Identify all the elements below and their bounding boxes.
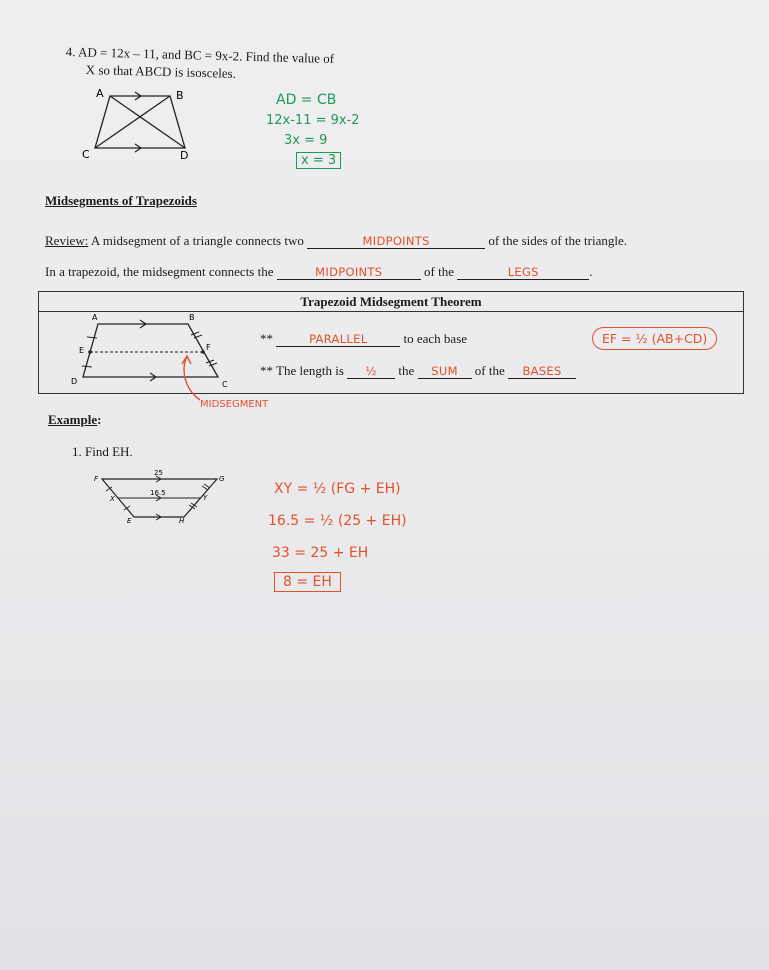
- work-line-3: 3x = 9: [284, 133, 328, 148]
- vertex-e: E: [79, 346, 85, 355]
- midsegment-callout: MIDSEGMENT: [200, 399, 269, 410]
- trap-blank-1: [277, 265, 421, 280]
- trapezoid-sentence: [45, 264, 592, 280]
- line2-prefix: ** The length is: [260, 363, 344, 378]
- theorem-title: Trapezoid Midsegment Theorem: [300, 294, 482, 309]
- theorem-title-bar: [39, 292, 743, 312]
- vertex-a: A: [92, 313, 98, 322]
- bases-answer: BASES: [522, 364, 562, 378]
- trap-middle: of the: [424, 264, 454, 279]
- example-heading: [48, 412, 101, 428]
- theorem-line-1: [260, 331, 467, 347]
- parallel-blank: [276, 332, 400, 347]
- review-text: A midsegment of a triangle connects two: [88, 233, 304, 248]
- trap-answer-2: LEGS: [507, 265, 539, 279]
- example-problem: 1. Find EH.: [72, 444, 133, 459]
- review-blank: [307, 234, 485, 249]
- trap-end: .: [589, 264, 593, 279]
- problem-4-line-1: 4. AD = 12x – 11, and BC = 9x-2. Find the value of: [65, 44, 335, 67]
- theorem-line-2: [260, 363, 576, 379]
- section-heading: Midsegments of Trapezoids: [45, 193, 197, 208]
- midsegment-trapezoid-figure: [68, 312, 269, 414]
- sum-blank: [418, 364, 472, 379]
- line2-of: of the: [474, 363, 505, 378]
- line1-end: to each base: [403, 331, 468, 346]
- review-end: of the sides of the triangle.: [488, 233, 628, 248]
- vertex-y: Y: [203, 494, 208, 502]
- example-work-2: 16.5 = ½ (25 + EH): [268, 513, 407, 529]
- work-line-1: AD = CB: [276, 92, 337, 108]
- trap-blank-2: [457, 265, 589, 280]
- example-answer-box: 8 = EH: [274, 572, 341, 592]
- vertex-d: D: [71, 377, 78, 386]
- vertex-f: F: [206, 343, 211, 352]
- vertex-e: E: [127, 517, 132, 525]
- isosceles-trapezoid-figure: [80, 86, 210, 166]
- bases-blank: [508, 364, 576, 379]
- line2-the: the: [398, 363, 415, 378]
- work-line-2: 12x-11 = 9x-2: [266, 113, 360, 128]
- review-sentence: [45, 233, 627, 249]
- vertex-d: D: [180, 149, 189, 162]
- vertex-b: B: [176, 89, 184, 102]
- example-work-3: 33 = 25 + EH: [272, 545, 369, 561]
- vertex-b: B: [189, 313, 195, 322]
- vertex-h: H: [179, 517, 185, 525]
- formula-bubble: EF = ½ (AB+CD): [592, 327, 717, 350]
- review-label: Review:: [45, 233, 89, 248]
- vertex-c: C: [82, 148, 90, 161]
- example-heading-colon: :: [97, 412, 102, 427]
- trap-text: In a trapezoid, the midsegment connects the: [45, 264, 274, 279]
- answer-box: x = 3: [296, 152, 341, 169]
- label-25: 25: [154, 469, 163, 477]
- problem-4-line-2: X so that ABCD is isosceles.: [85, 62, 237, 81]
- vertex-c: C: [222, 380, 228, 389]
- line1-prefix: **: [260, 331, 273, 346]
- label-16-5: 16.5: [150, 489, 166, 497]
- half-blank: [347, 364, 395, 379]
- half-answer: ½: [365, 364, 377, 378]
- example-trapezoid-figure: [92, 466, 242, 528]
- parallel-answer: PARALLEL: [309, 332, 368, 346]
- trap-answer-1: MIDPOINTS: [315, 265, 383, 279]
- vertex-f: F: [94, 475, 99, 483]
- review-answer: MIDPOINTS: [362, 234, 430, 248]
- sum-answer: SUM: [431, 364, 458, 378]
- example-work-1: XY = ½ (FG + EH): [274, 481, 401, 497]
- example-heading-word: Example: [48, 412, 98, 427]
- vertex-a: A: [96, 87, 104, 100]
- vertex-g: G: [219, 475, 225, 483]
- vertex-x: X: [110, 495, 115, 503]
